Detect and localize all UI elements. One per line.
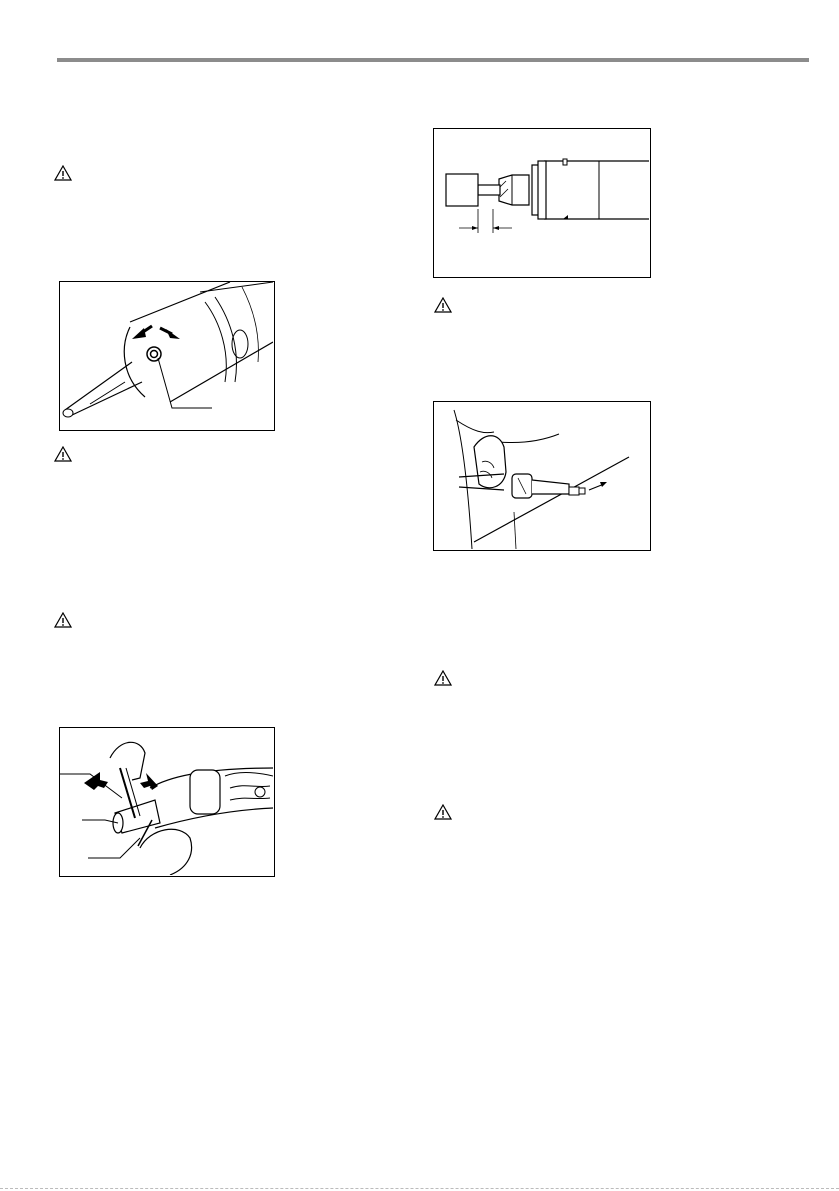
warning-icon bbox=[434, 670, 452, 686]
operation-figure bbox=[433, 401, 651, 551]
warning-icon bbox=[434, 297, 452, 313]
warning-icon bbox=[434, 804, 452, 820]
collet-overhang-figure bbox=[433, 128, 651, 278]
wrench-figure bbox=[59, 727, 275, 877]
warning-icon bbox=[54, 165, 72, 181]
warning-icon bbox=[54, 446, 72, 462]
header-rule bbox=[57, 58, 809, 62]
page-bottom-edge bbox=[0, 1188, 839, 1189]
speed-dial-figure bbox=[59, 281, 275, 431]
warning-icon bbox=[54, 612, 72, 628]
